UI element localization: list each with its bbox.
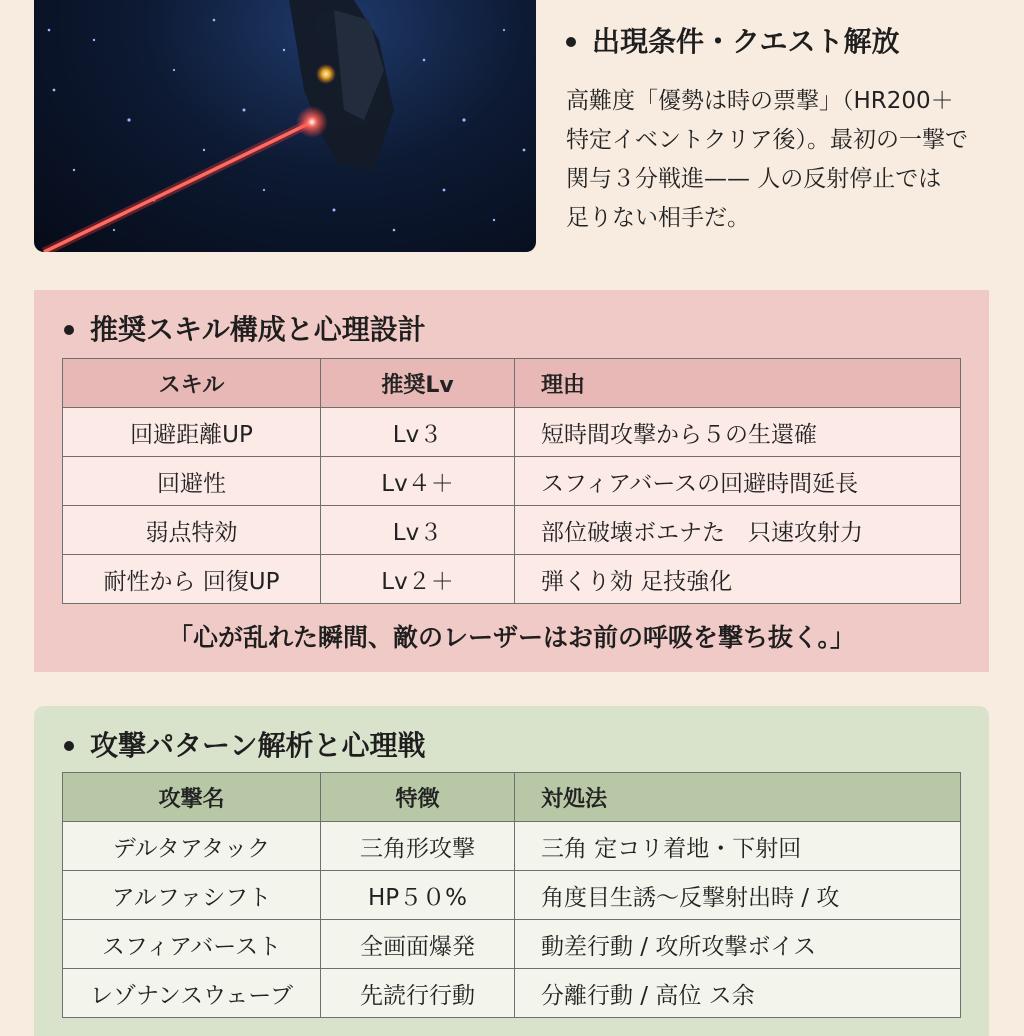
table-cell: 角度目生誘〜反撃射出時 / 攻 (515, 871, 961, 920)
table-cell: スフィアバースの回避時間延長 (515, 457, 961, 506)
table-cell: Lv３ (321, 408, 515, 457)
bullet-icon (64, 325, 74, 335)
column-header: 対処法 (515, 773, 961, 822)
column-header: 特徴 (321, 773, 515, 822)
table-cell: 先読行行動 (321, 969, 515, 1018)
table-row (63, 506, 961, 555)
table-header-row (63, 359, 961, 408)
intro-body (566, 82, 996, 238)
skills-panel (34, 290, 989, 672)
column-header: スキル (63, 359, 321, 408)
table-cell: 三角形攻撃 (321, 822, 515, 871)
table-cell: 回避距離UP (63, 408, 321, 457)
table-cell: 分離行動 / 高位 ス余 (515, 969, 961, 1018)
table-row (63, 555, 961, 604)
bullet-icon (566, 37, 576, 47)
bullet-icon (64, 741, 74, 751)
table-cell: 弱点特効 (63, 506, 321, 555)
table-row (63, 408, 961, 457)
column-header: 攻撃名 (63, 773, 321, 822)
hero-image (34, 0, 536, 252)
table-header-row (63, 773, 961, 822)
intro-line: 高難度「優勢は時の票撃」（HR200＋ (566, 88, 954, 114)
skills-table (62, 358, 961, 604)
table-cell: 部位破壊ボエナた 只速攻射力 (515, 506, 961, 555)
intro-heading (566, 22, 996, 62)
table-row (63, 969, 961, 1018)
table-cell: 耐性から 回復UP (63, 555, 321, 604)
skills-heading-text: 推奨スキル構成と心理設計 (90, 313, 426, 346)
table-row (63, 871, 961, 920)
table-cell: アルファシフト (63, 871, 321, 920)
intro-line: 特定イベントクリア後）。最初の一撃で (566, 127, 969, 153)
intro-line: 関与３分戦進—— 人の反射停止では (566, 166, 942, 192)
quote-text: 「心が乱れた瞬間、敵のレーザーはお前の呼吸を撃ち抜く。」 (167, 623, 855, 652)
table-row (63, 920, 961, 969)
attacks-heading (64, 726, 425, 766)
table-cell: デルタアタック (63, 822, 321, 871)
table-row (63, 822, 961, 871)
intro-section (566, 22, 996, 238)
attacks-heading-text: 攻撃パターン解析と心理戦 (90, 729, 426, 762)
table-cell: 短時間攻撃から５の生還確 (515, 408, 961, 457)
table-cell: 動差行動 / 攻所攻撃ボイス (515, 920, 961, 969)
space-laser-illustration (34, 0, 536, 252)
table-cell: Lv４＋ (321, 457, 515, 506)
table-cell: Lv３ (321, 506, 515, 555)
skills-heading (64, 310, 426, 350)
attacks-panel (34, 706, 989, 1036)
table-cell: 全画面爆発 (321, 920, 515, 969)
table-cell: Lv２＋ (321, 555, 515, 604)
table-cell: HP５０% (321, 871, 515, 920)
table-cell: 弾くり効 足技強化 (515, 555, 961, 604)
intro-heading-text: 出現条件・クエスト解放 (592, 25, 900, 58)
intro-line: 足りない相手だ。 (566, 205, 750, 231)
column-header: 理由 (515, 359, 961, 408)
table-cell: レゾナンスウェーブ (63, 969, 321, 1018)
table-cell: 回避性 (63, 457, 321, 506)
table-row (63, 457, 961, 506)
column-header: 推奨Lv (321, 359, 515, 408)
table-cell: スフィアバースト (63, 920, 321, 969)
attacks-table (62, 772, 961, 1018)
table-cell: 三角 定コリ着地・下射回 (515, 822, 961, 871)
